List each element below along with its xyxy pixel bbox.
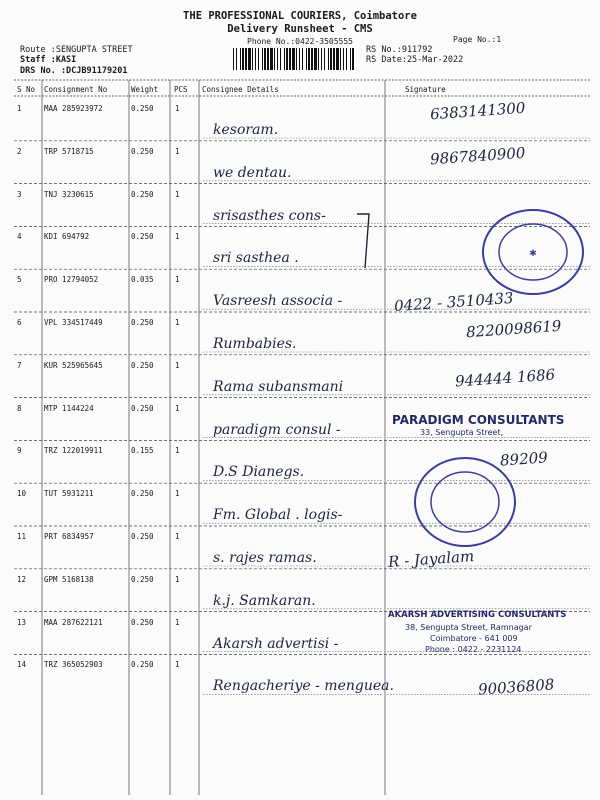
- row-weight: 0.250: [131, 104, 154, 113]
- bracket-mark: [355, 210, 375, 270]
- col-consignment: Consignment No: [44, 85, 108, 94]
- row-pcs: 1: [175, 318, 180, 327]
- col-pcs: PCS: [174, 85, 188, 94]
- col-sno: S No: [17, 85, 36, 94]
- round-stamp-middle: [410, 455, 520, 550]
- rs-date: RS Date:25-Mar-2022: [366, 55, 464, 65]
- stamp-akarsh-name: AKARSH ADVERTISING CONSULTANTS: [388, 610, 567, 620]
- row-consignment-no: GPM 5168138: [44, 574, 94, 584]
- svg-text:✱: ✱: [529, 249, 537, 259]
- round-stamp-top: [478, 205, 588, 300]
- row-signature: 90036808: [477, 675, 555, 700]
- row-sno: 5: [17, 275, 22, 285]
- stamp-akarsh-address-line1: 38, Sengupta Street, Ramnagar: [405, 623, 532, 632]
- row-consignee-handwritten: Rumbabies.: [213, 336, 297, 352]
- row-consignment-no: MAA 285923972: [44, 104, 103, 113]
- row-consignee-handwritten: Akarsh advertisi -: [213, 635, 339, 652]
- row-signature: 944444 1686: [454, 365, 556, 391]
- row-consignment-no: TNJ 3230615: [44, 189, 94, 199]
- row-sno: 4: [17, 232, 22, 242]
- row-pcs: 1: [175, 360, 180, 370]
- row-consignee-handwritten: Fm. Global . logis-: [213, 507, 343, 524]
- row-sno: 14: [17, 660, 27, 670]
- runsheet-subtitle: Delivery Runsheet - CMS: [227, 23, 373, 35]
- row-signature: 89209: [499, 448, 549, 471]
- row-weight: 0.250: [131, 232, 154, 242]
- row-weight: 0.250: [131, 660, 154, 670]
- row-sno: 7: [17, 360, 22, 370]
- row-signature: R - Jayalam: [387, 547, 475, 571]
- row-consignee-handwritten: k.j. Samkaran.: [213, 592, 316, 609]
- row-sno: 2: [17, 146, 22, 156]
- row-consignee-handwritten: Rama subansmani: [213, 378, 344, 395]
- row-pcs: 1: [175, 189, 180, 199]
- row-consignee-handwritten: paradigm consul -: [213, 421, 341, 438]
- row-weight: 0.155: [131, 446, 154, 456]
- row-pcs: 1: [175, 574, 180, 584]
- row-consignment-no: MAA 287622121: [44, 617, 103, 627]
- stamp-akarsh-address-line2: Coimbatore - 641 009: [430, 634, 518, 643]
- row-sno: 3: [17, 189, 22, 199]
- row-weight: 0.250: [131, 617, 154, 627]
- row-pcs: 1: [175, 489, 180, 499]
- row-weight: 0.250: [131, 403, 154, 413]
- row-pcs: 1: [175, 232, 180, 242]
- row-consignee-handwritten: we dentau.: [213, 164, 292, 181]
- row-consignment-no: TRP 5718715: [44, 146, 94, 156]
- row-signature: 8220098619: [465, 316, 562, 342]
- row-consignee-handwritten: srisasthes cons-: [213, 207, 326, 224]
- row-sno: 12: [17, 574, 27, 584]
- row-weight: 0.250: [131, 574, 154, 584]
- row-signature: 9867840900: [429, 143, 526, 169]
- row-weight: 0.250: [131, 360, 154, 370]
- row-consignee-handwritten: Rengacheriye - menguea.: [213, 678, 394, 695]
- row-consignment-no: PRT 6834957: [44, 532, 94, 541]
- row-sno: 13: [17, 617, 27, 627]
- phone-number: Phone No.:0422-3505555: [247, 37, 353, 46]
- row-pcs: 1: [175, 275, 180, 285]
- row-signature: 0422 - 3510433: [393, 289, 515, 316]
- row-consignee-handwritten: s. rajes ramas.: [213, 550, 317, 566]
- row-weight: 0.250: [131, 189, 154, 199]
- row-consignment-no: KUR 525965645: [44, 360, 103, 370]
- row-pcs: 1: [175, 104, 180, 113]
- staff-label: Staff :KASI: [20, 55, 77, 65]
- col-signature: Signature: [405, 85, 446, 94]
- row-weight: 0.250: [131, 532, 154, 541]
- row-consignee-handwritten: kesoram.: [213, 122, 279, 138]
- col-consignee: Consignee Details: [202, 85, 279, 94]
- row-consignment-no: TUT 5931211: [44, 489, 94, 499]
- row-consignee-handwritten: D.S Dianegs.: [213, 464, 305, 481]
- row-pcs: 1: [175, 146, 180, 156]
- row-pcs: 1: [175, 660, 180, 670]
- row-consignment-no: MTP 1144224: [44, 403, 94, 413]
- row-consignee-handwritten: sri sasthea .: [213, 250, 299, 267]
- runsheet-title: THE PROFESSIONAL COURIERS, Coimbatore: [183, 10, 417, 22]
- drs-number: DRS No. :DCJB91179201: [20, 66, 128, 76]
- row-consignment-no: VPL 334517449: [44, 318, 103, 327]
- row-pcs: 1: [175, 446, 180, 456]
- row-pcs: 1: [175, 532, 180, 541]
- col-weight: Weight: [131, 85, 159, 94]
- row-consignee-handwritten: Vasreesh associa -: [213, 293, 343, 310]
- row-sno: 1: [17, 104, 22, 113]
- row-consignment-no: KDI 694792: [44, 232, 90, 242]
- row-sno: 6: [17, 318, 22, 327]
- row-consignment-no: TRZ 122019911: [44, 446, 103, 456]
- page-number: Page No.:1: [453, 35, 502, 44]
- stamp-paradigm-name: PARADIGM CONSULTANTS: [392, 413, 565, 427]
- stamp-paradigm-address: 33, Sengupta Street,: [420, 428, 503, 437]
- row-signature: 6383141300: [429, 98, 526, 124]
- row-sno: 10: [17, 489, 27, 499]
- row-weight: 0.250: [131, 489, 154, 499]
- route-label: Route :SENGUPTA STREET: [20, 45, 133, 55]
- row-consignment-no: TRZ 365052903: [44, 660, 103, 670]
- row-pcs: 1: [175, 617, 180, 627]
- stamp-akarsh-phone: Phone : 0422 - 2231124: [425, 645, 522, 654]
- rs-number: RS No.:911792: [366, 45, 433, 55]
- row-consignment-no: PRO 12794052: [44, 275, 99, 285]
- row-weight: 0.250: [131, 318, 154, 327]
- row-sno: 9: [17, 446, 22, 456]
- row-weight: 0.250: [131, 146, 154, 156]
- row-pcs: 1: [175, 403, 180, 413]
- row-sno: 11: [17, 532, 27, 541]
- row-sno: 8: [17, 403, 22, 413]
- row-weight: 0.035: [131, 275, 154, 285]
